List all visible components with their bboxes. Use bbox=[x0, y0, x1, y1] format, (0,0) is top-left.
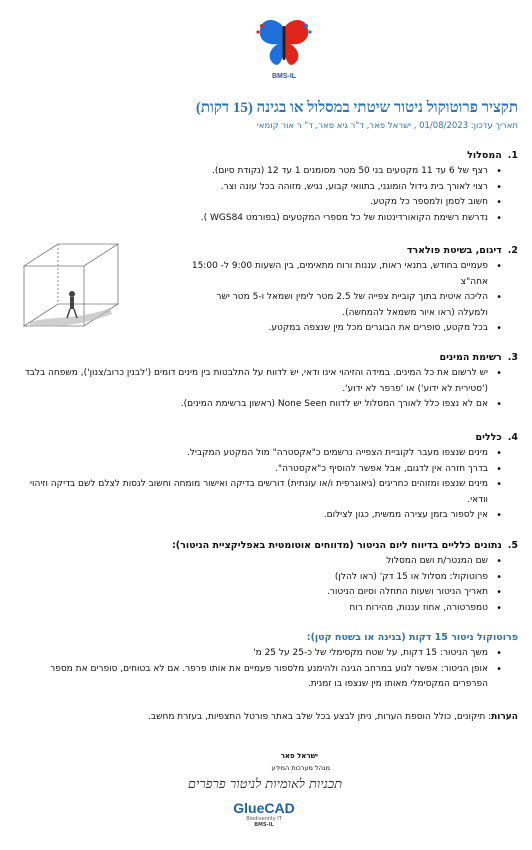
gluecad-logo bbox=[214, 800, 314, 828]
section-title: כללים bbox=[475, 432, 502, 443]
list-item: • משך הניטור: 15 דקות, על שטח מקסימלי של כ-25 על 25 מ' bbox=[13, 646, 488, 662]
section-number: 3. bbox=[507, 352, 518, 363]
list-item: • אין לספור בזמן עצירה ממשית, כגון לצילום. bbox=[13, 508, 488, 524]
list-item: • חשוב לסמן ולמספר כל מקטע. bbox=[13, 195, 488, 211]
bullet-list bbox=[13, 366, 518, 413]
section-title: רשימת המינים bbox=[439, 352, 502, 363]
bullet-list bbox=[13, 646, 518, 693]
signature-block bbox=[150, 752, 380, 844]
page-title: תקציר פרוטוקול ניטור שיטתי במסלול או בגינה (15 דקות) bbox=[195, 100, 518, 116]
list-item: • הליכה איטית בתוך קוביית צפייה של 2.5 מטר לימין ושמאל ו-5 מטר ישר ולמעלה (ראו איור משמאל להמחשה). bbox=[188, 290, 488, 321]
list-item: • אם לא נצפו כלל לאורך המסלול יש לדווח None Seen (ראשון ברשימת המינים). bbox=[13, 397, 488, 413]
observation-cube-illustration bbox=[20, 236, 122, 334]
section-number: 4. bbox=[507, 432, 518, 443]
section-number: 1. bbox=[507, 150, 518, 161]
bms-il-logo bbox=[248, 18, 320, 90]
notes-label: הערות bbox=[491, 712, 518, 722]
notes bbox=[13, 712, 518, 722]
update-info: תאריך עדכון: 01/08/2023 , ישראל פאר, ד"ר גיא פאר, ד" ר אור קומאי bbox=[256, 121, 518, 131]
list-item: • נדרשת רשימת הקואורדינטות של כל מספרי המקטעים (בפורמט WGS84 ). bbox=[13, 211, 488, 227]
section-title: פרוטוקול ניטור 15 דקות (בגינה או בשטח קטן): bbox=[306, 632, 518, 643]
section-title: המסלול bbox=[467, 150, 502, 161]
section-general-data bbox=[13, 540, 518, 616]
list-item: • טמפרטורה, אחוז עננות, מהירות רוח bbox=[13, 601, 488, 617]
list-item: • רצף של 6 עד 11 מקטעים בני 50 מטר מסומנים 1 עד 12 (נקודת סיום). bbox=[13, 164, 488, 180]
list-item: • תאריך הניטור ושעות התחלה וסיום הניטור. bbox=[13, 585, 488, 601]
section-rules bbox=[13, 432, 518, 524]
signer-name: ישראל פאר bbox=[280, 752, 318, 760]
bullet-list bbox=[13, 446, 518, 524]
bullet-list bbox=[13, 164, 518, 226]
notes-text: : תיקונים, כולל הוספת הערות, ניתן לבצע בכל שלב באתר פורטל התצפיות, בעזרת מחשב. bbox=[148, 712, 492, 722]
program-signature: תכניות לאומיות לניטור פרפרים bbox=[187, 777, 343, 792]
bullet-list bbox=[188, 259, 518, 337]
brand-name: GlueCAD bbox=[233, 800, 295, 816]
list-item: • שם המנטר/ת ושם המסלול bbox=[13, 554, 488, 570]
list-item: • רצוי לאורך בית גידול הומוגני, בתוואי קבוע, נגיש, מזוהה בכל עונה וצר. bbox=[13, 180, 488, 196]
list-item: • אופן הניטור: אפשר לנוע במרחב הגינה ולהימנע מלספור פעמיים את אותו פרפר. אם לא בטוחים, סופרים את מספר הפרפרים המקסימלי מאותו מין שנצפו בו זמנית. bbox=[13, 662, 488, 693]
section-title: נתונים כלליים בדיווח ליום הניטור (מדווחים אוטומטית באפליקציית הניטור): bbox=[171, 540, 502, 551]
section-number: 2. bbox=[507, 245, 518, 256]
section-number: 5. bbox=[507, 540, 518, 551]
list-item: • פעמיים בחודש, בתנאי ראות, עננות ורוח מתאימים, בין השעות 9:00 ל- 15:00 אחה"צ bbox=[188, 259, 488, 290]
brand-subtitle: Biodiversity IT bbox=[246, 816, 282, 822]
list-item: • בדרך חזרה אין לדגום, אבל אפשר להוסיף כ"אקסטרה". bbox=[13, 462, 488, 478]
logo-text: BMS-IL bbox=[271, 73, 297, 80]
section-15-minute-protocol bbox=[13, 632, 518, 693]
list-item: • פרוטוקול: מסלול או 15 דק' (ראו להלן) bbox=[13, 570, 488, 586]
list-item: • יש לרשום את כל המינים. במידה והזיהוי אינו ודאי, יש לדווח על התלבטות בין מינים דומים ('לבנין כרוב/צנון'), משפחה בלבד ('סטירית לא ידוע') או 'פרפר לא ידוע'. bbox=[13, 366, 488, 397]
list-item: • מינים שנצפו מעבר לקוביית הצפייה נרשמים כ"אקסטרה" מול המקטע המקביל. bbox=[13, 446, 488, 462]
section-route bbox=[13, 150, 518, 226]
bullet-list bbox=[13, 554, 518, 616]
section-species-list bbox=[13, 352, 518, 413]
section-title: דיגום, בשיטת פולארד bbox=[406, 245, 502, 256]
list-item: • בכל מקטע, סופרים את הבוגרים מכל מין שנצפה במקטע. bbox=[188, 321, 488, 337]
butterfly-icon bbox=[248, 18, 320, 74]
signer-role: מנהל מערכות המידע bbox=[271, 764, 330, 772]
list-item: • מינים שנצפו ומזוהים כחריגים (גיאוגרפית ו/או עונתית) דורשים בדיקה ואישור מומחה וחשוב לנסות לצלם לשם בדיקה וזיהוי וודאי. bbox=[13, 477, 488, 508]
brand-org: BMS-IL bbox=[254, 822, 274, 828]
